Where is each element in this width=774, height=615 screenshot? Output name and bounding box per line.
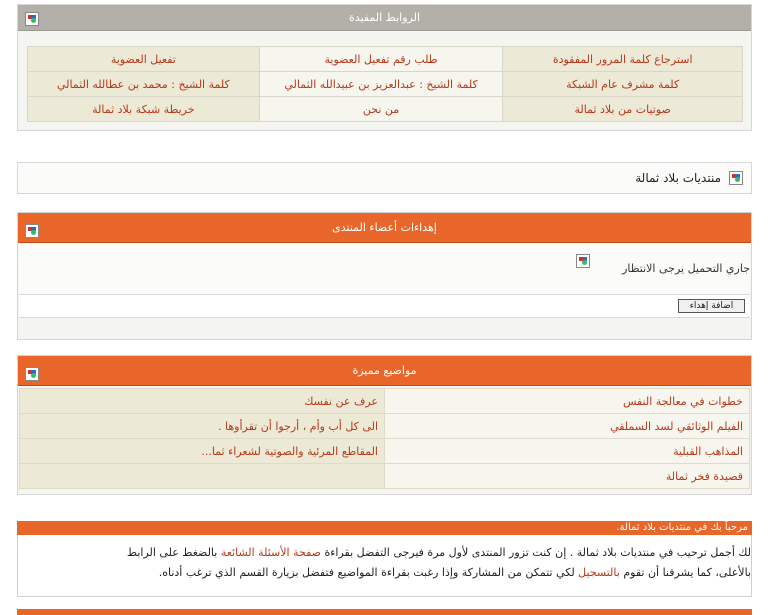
gifts-title: إهداءات أعضاء المنتدى bbox=[332, 221, 437, 234]
links-row bbox=[28, 97, 743, 122]
useful-links-grid bbox=[27, 46, 743, 122]
featured-row bbox=[20, 389, 750, 414]
welcome-line-1 bbox=[18, 543, 751, 563]
welcome-text: لكي تتمكن من المشاركة وإذا رغبت بقراءة المواضيع فتفضل بزيارة القسم الذي ترغب أدناه. bbox=[158, 566, 579, 579]
link-audio[interactable]: صوتيات من بلاد ثمالة bbox=[503, 97, 743, 122]
welcome-text: بالأعلى، كما يشرفنا أن تقوم bbox=[619, 566, 751, 579]
featured-header bbox=[18, 356, 751, 386]
useful-links-title: الروابط المفيدة bbox=[348, 11, 421, 24]
link-admin-word[interactable]: كلمة مشرف عام الشبكة bbox=[503, 72, 743, 97]
register-link[interactable]: بالتسجيل bbox=[578, 566, 620, 579]
add-gift-button[interactable]: اضافة إهداء bbox=[678, 299, 745, 313]
useful-links-header bbox=[18, 5, 751, 31]
broken-image-icon bbox=[24, 220, 40, 236]
broken-image-icon bbox=[729, 171, 743, 185]
featured-row bbox=[20, 414, 750, 439]
links-row bbox=[28, 72, 743, 97]
featured-title: مواضيع مميزة bbox=[352, 364, 417, 377]
loading-text: جاري التحميل يرجى الانتظار bbox=[622, 262, 750, 275]
links-row bbox=[28, 47, 743, 72]
link-sheikh-mohammed[interactable]: كلمة الشيخ : محمد بن عطالله الثمالي bbox=[28, 72, 260, 97]
forum-title[interactable]: منتديات بلاد ثمالة bbox=[635, 171, 721, 185]
welcome-text: لك أجمل ترحيب في منتديات بلاد ثمالة . إن كنت تزور المنتدى لأول مرة فيرجى التفضل بقراءة bbox=[320, 546, 751, 559]
next-section-header bbox=[17, 609, 752, 615]
gifts-panel bbox=[17, 212, 752, 340]
featured-topic-empty bbox=[20, 464, 385, 489]
welcome-text: بالضغط على الرابط bbox=[126, 546, 221, 559]
link-sitemap[interactable]: خريطة شبكة بلاد ثمالة bbox=[28, 97, 260, 122]
featured-row bbox=[20, 439, 750, 464]
faq-link[interactable]: صفحة الأسئلة الشائعة bbox=[220, 546, 321, 559]
featured-panel bbox=[17, 355, 752, 495]
featured-topic[interactable]: خطوات في معالجة النفس bbox=[385, 389, 750, 414]
link-recover-password[interactable]: استرجاع كلمة المرور المفقودة bbox=[503, 47, 743, 72]
gifts-loading-row bbox=[19, 244, 750, 295]
featured-topic[interactable]: الى كل أب وأم ، أرجوا أن تقرأوها . bbox=[20, 414, 385, 439]
featured-table bbox=[19, 388, 750, 489]
welcome-header: مرحباً بك في منتديات بلاد ثمالة. bbox=[17, 521, 752, 535]
link-about-us[interactable]: من نحن bbox=[259, 97, 503, 122]
useful-links-panel bbox=[17, 4, 752, 131]
featured-topic[interactable]: المقاطع المرئية والصوتية لشعراء ثما... bbox=[20, 439, 385, 464]
link-request-activation[interactable]: طلب رقم تفعيل العضوية bbox=[259, 47, 503, 72]
broken-image-icon bbox=[24, 363, 40, 379]
forum-title-bar bbox=[17, 162, 752, 194]
link-activate-membership[interactable]: تفعيل العضوية bbox=[28, 47, 260, 72]
featured-topic[interactable]: عرف عن نفسك bbox=[20, 389, 385, 414]
broken-image-icon bbox=[24, 10, 40, 26]
loading-image-icon bbox=[576, 254, 590, 268]
link-sheikh-abdulaziz[interactable]: كلمة الشيخ : عبدالعزيز بن عبيدالله الثمالي bbox=[259, 72, 503, 97]
featured-topic[interactable]: الفيلم الوثائقي لسد السملقي bbox=[385, 414, 750, 439]
gifts-button-row bbox=[19, 295, 750, 318]
gifts-header bbox=[18, 213, 751, 243]
featured-topic[interactable]: قصيدة فخر ثمالة bbox=[385, 464, 750, 489]
welcome-body bbox=[17, 535, 752, 597]
welcome-line-2 bbox=[18, 563, 751, 583]
featured-topic[interactable]: المذاهب القبلية bbox=[385, 439, 750, 464]
featured-row bbox=[20, 464, 750, 489]
